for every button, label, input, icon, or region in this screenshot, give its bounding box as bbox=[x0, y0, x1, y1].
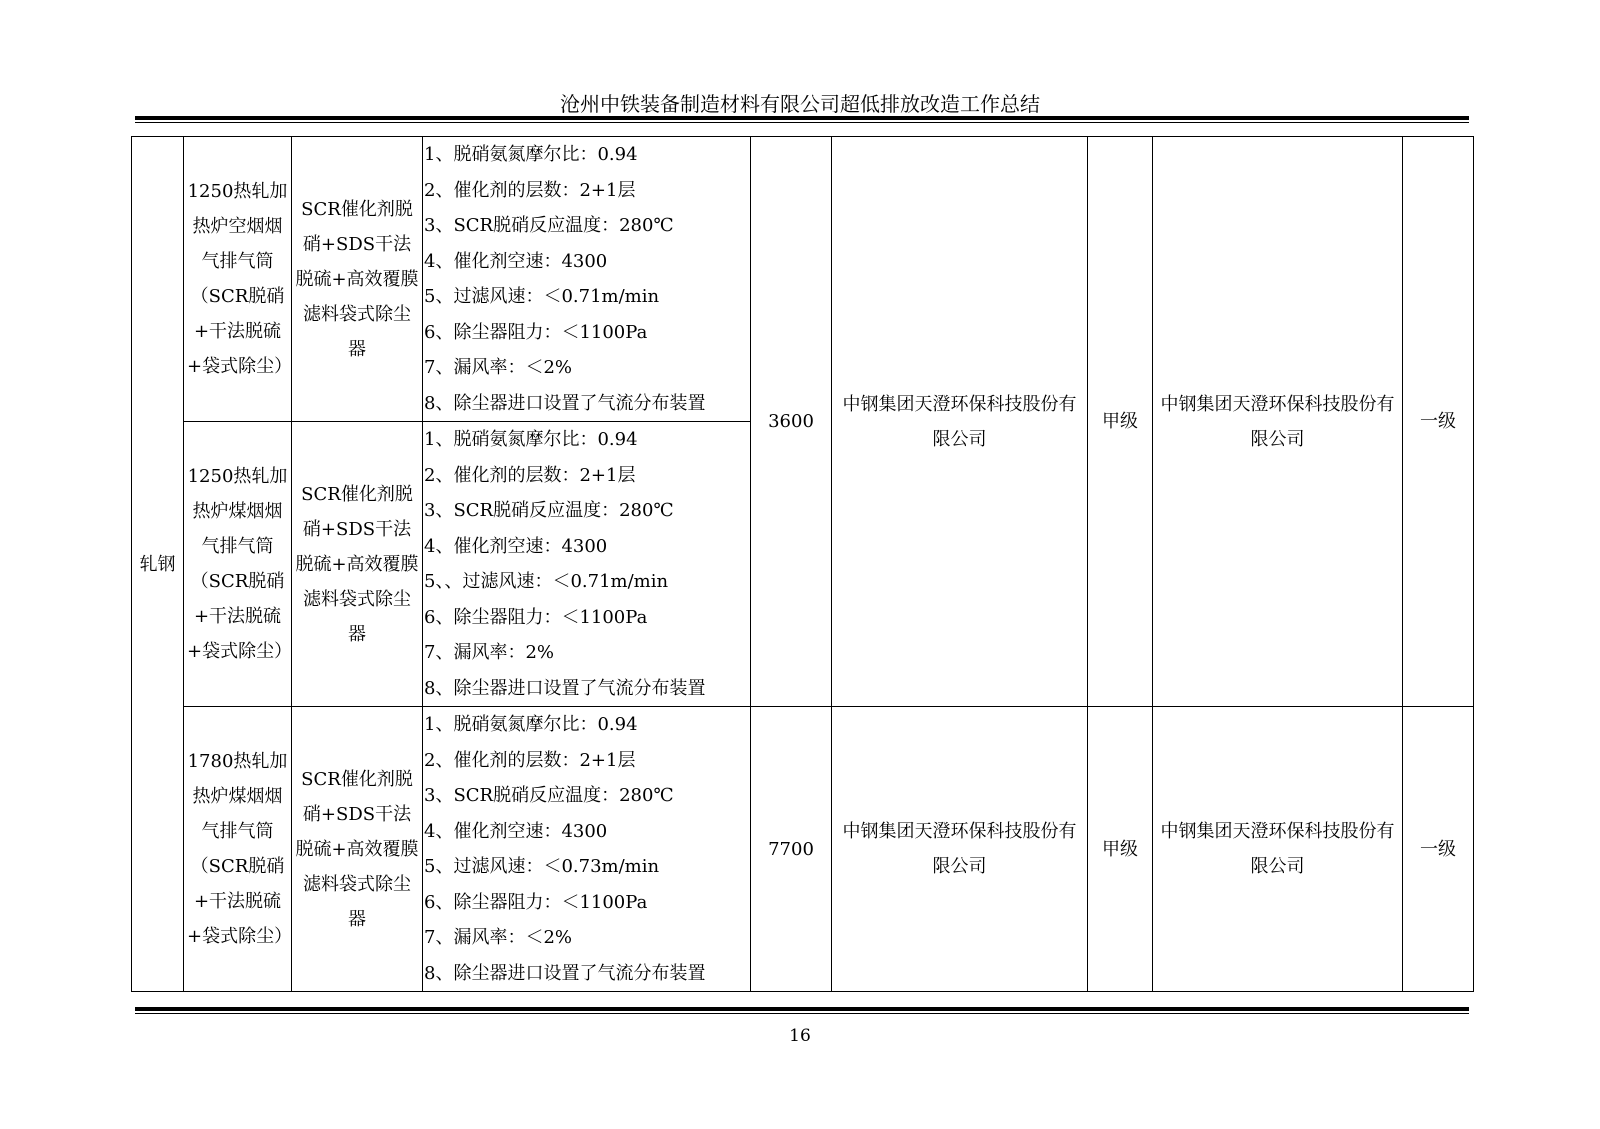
designer-cell: 中钢集团天澄环保科技股份有限公司 bbox=[832, 137, 1088, 707]
table-row bbox=[132, 137, 1474, 422]
technology-cell: SCR催化剂脱硝+SDS干法脱硫+高效覆膜滤料袋式除尘器 bbox=[292, 707, 423, 992]
param-line: 8、除尘器进口设置了气流分布装置 bbox=[424, 677, 706, 699]
header-rule-thin bbox=[135, 122, 1469, 123]
value-cell: 3600 bbox=[751, 137, 832, 707]
param-line: 2、催化剂的层数：2+1层 bbox=[424, 464, 636, 486]
param-line: 2、催化剂的层数：2+1层 bbox=[424, 749, 636, 771]
param-line: 3、SCR脱硝反应温度：280℃ bbox=[424, 500, 674, 521]
header-rule-thick bbox=[135, 116, 1469, 120]
source-cell: 1250热轧加热炉空烟烟气排气筒（SCR脱硝+干法脱硫+袋式除尘） bbox=[184, 137, 292, 422]
param-line: 1、脱硝氨氮摩尔比：0.94 bbox=[424, 429, 638, 450]
param-line: 6、除尘器阻力：＜1100Pa bbox=[424, 891, 648, 913]
page-number: 16 bbox=[789, 1026, 811, 1046]
param-line: 8、除尘器进口设置了气流分布装置 bbox=[424, 392, 706, 414]
source-cell: 1250热轧加热炉煤烟烟气排气筒（SCR脱硝+干法脱硫+袋式除尘） bbox=[184, 422, 292, 707]
param-line: 5、、过滤风速：＜0.71m/min bbox=[424, 571, 669, 592]
param-line: 1、脱硝氨氮摩尔比：0.94 bbox=[424, 714, 638, 735]
design-grade-cell: 甲级 bbox=[1088, 707, 1153, 992]
builder-cell: 中钢集团天澄环保科技股份有限公司 bbox=[1153, 137, 1403, 707]
footer-rule-thin bbox=[135, 1013, 1469, 1014]
param-line: 7、漏风率：＜2% bbox=[424, 357, 573, 378]
source-cell: 1780热轧加热炉煤烟烟气排气筒（SCR脱硝+干法脱硫+袋式除尘） bbox=[184, 707, 292, 992]
document-title: 沧州中铁装备制造材料有限公司超低排放改造工作总结 bbox=[560, 92, 1040, 116]
param-line: 8、除尘器进口设置了气流分布装置 bbox=[424, 962, 706, 984]
param-line: 6、除尘器阻力：＜1100Pa bbox=[424, 321, 648, 343]
param-line: 2、催化剂的层数：2+1层 bbox=[424, 179, 636, 201]
param-line: 4、催化剂空速：4300 bbox=[424, 820, 608, 842]
emission-table bbox=[131, 136, 1474, 992]
value-cell: 7700 bbox=[751, 707, 832, 992]
param-line: 3、SCR脱硝反应温度：280℃ bbox=[424, 785, 674, 806]
technology-cell: SCR催化剂脱硝+SDS干法脱硫+高效覆膜滤料袋式除尘器 bbox=[292, 137, 423, 422]
table-row bbox=[132, 707, 1474, 992]
param-line: 3、SCR脱硝反应温度：280℃ bbox=[424, 215, 674, 236]
builder-cell: 中钢集团天澄环保科技股份有限公司 bbox=[1153, 707, 1403, 992]
params-cell bbox=[423, 707, 751, 992]
param-line: 4、催化剂空速：4300 bbox=[424, 250, 608, 272]
param-line: 1、脱硝氨氮摩尔比：0.94 bbox=[424, 144, 638, 165]
footer-rule-thick bbox=[135, 1007, 1469, 1011]
build-grade-cell: 一级 bbox=[1403, 707, 1474, 992]
design-grade-cell: 甲级 bbox=[1088, 137, 1153, 707]
technology-cell: SCR催化剂脱硝+SDS干法脱硫+高效覆膜滤料袋式除尘器 bbox=[292, 422, 423, 707]
param-line: 5、过滤风速：＜0.71m/min bbox=[424, 286, 660, 307]
param-line: 7、漏风率：＜2% bbox=[424, 927, 573, 948]
process-cell: 轧钢 bbox=[132, 137, 184, 992]
params-cell bbox=[423, 422, 751, 707]
param-line: 7、漏风率：2% bbox=[424, 642, 555, 663]
designer-cell: 中钢集团天澄环保科技股份有限公司 bbox=[832, 707, 1088, 992]
build-grade-cell: 一级 bbox=[1403, 137, 1474, 707]
param-line: 6、除尘器阻力：＜1100Pa bbox=[424, 606, 648, 628]
param-line: 4、催化剂空速：4300 bbox=[424, 535, 608, 557]
param-line: 5、过滤风速：＜0.73m/min bbox=[424, 856, 660, 877]
params-cell bbox=[423, 137, 751, 422]
